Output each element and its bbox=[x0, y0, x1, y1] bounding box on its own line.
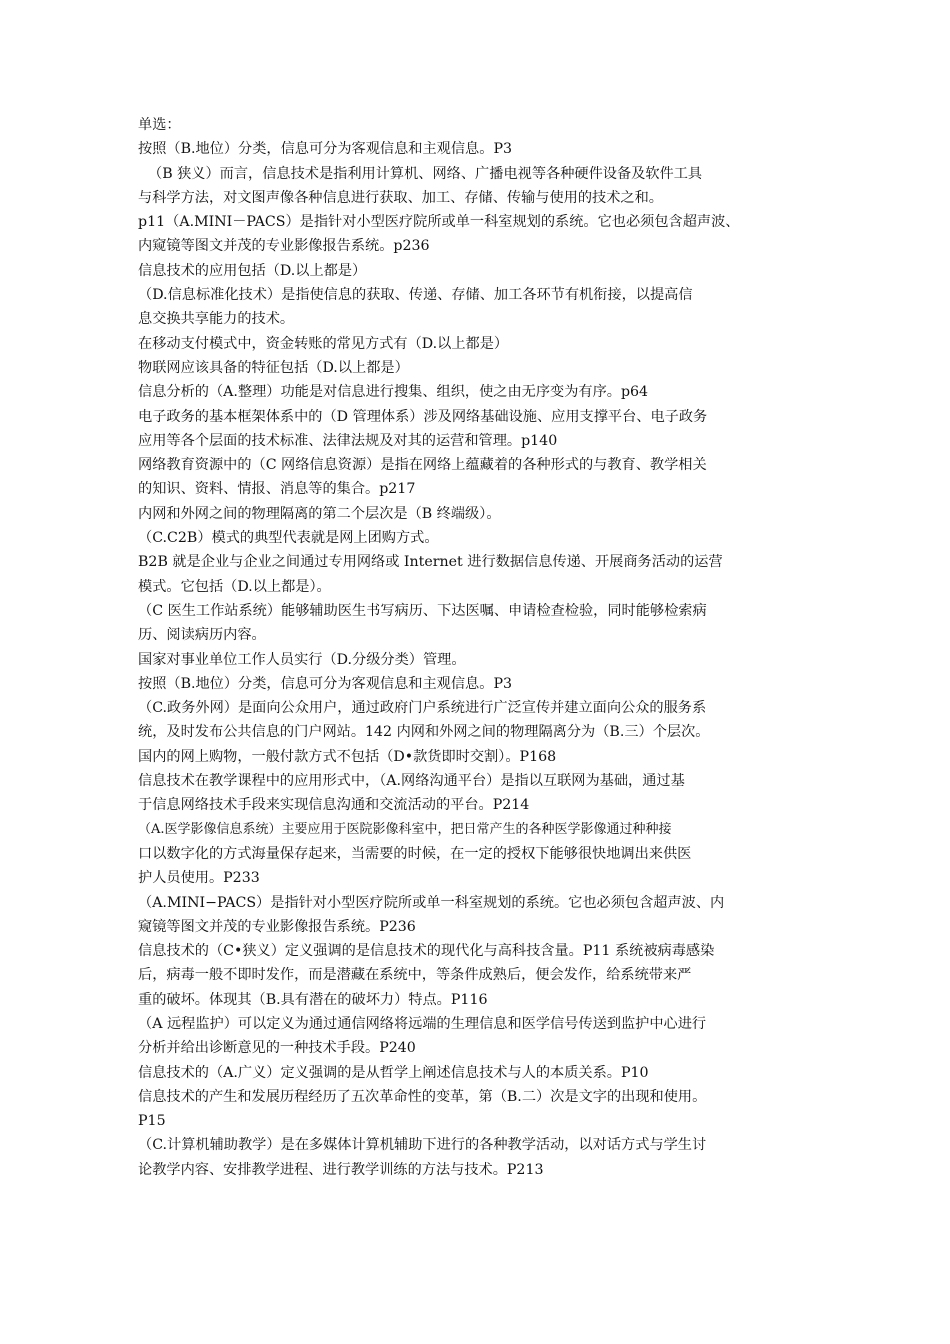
text-line: 国家对事业单位工作人员实行（D.分级分类）管理。 bbox=[138, 651, 466, 668]
text-line: 信息技术的应用包括（D.以上都是） bbox=[138, 262, 367, 279]
text-line: 物联网应该具备的特征包括（D.以上都是） bbox=[138, 359, 409, 376]
text-line: 模式。它包括（D.以上都是）。 bbox=[138, 578, 331, 595]
text-line: p11（A.MINI－PACS）是指针对小型医疗院所或单一科室规划的系统。它也必须包含超声波、 bbox=[138, 214, 740, 231]
text-line: 信息技术的（A.广义）定义强调的是从哲学上阐述信息技术与人的本质关系。P10 bbox=[138, 1064, 649, 1081]
text-line: 重的破坏。体现其（B.具有潜在的破坏力）特点。P116 bbox=[138, 991, 488, 1008]
text-line: 历、阅读病历内容。 bbox=[138, 627, 266, 644]
text-line: （B 狭义）而言，信息技术是指利用计算机、网络、广播电视等各种硬件设备及软件工具 bbox=[148, 165, 703, 182]
text-line: 按照（B.地位）分类，信息可分为客观信息和主观信息。P3 bbox=[138, 141, 513, 158]
text-line: （C.政务外网）是面向公众用户，通过政府门户系统进行广泛宣传并建立面向公众的服务系 bbox=[138, 700, 707, 717]
text-line: 信息技术在教学课程中的应用形式中，（A.网络沟通平台）是指以互联网为基础，通过基 bbox=[138, 773, 685, 790]
text-line: B2B 就是企业与企业之间通过专用网络或 Internet 进行数据信息传递、开展商务活动的运营 bbox=[138, 554, 723, 571]
text-line: 论教学内容、安排教学进程、进行教学训练的方法与技术。P213 bbox=[138, 1161, 544, 1178]
text-line: 按照（B.地位）分类，信息可分为客观信息和主观信息。P3 bbox=[138, 675, 513, 692]
text-line: 信息分析的（A.整理）功能是对信息进行搜集、组织，使之由无序变为有序。p64 bbox=[138, 384, 649, 401]
text-line: （C 医生工作站系统）能够辅助医生书写病历、下达医嘱、申请检查检验，同时能够检索病 bbox=[138, 602, 707, 619]
text-line: 后，病毒一般不即时发作，而是潜藏在系统中，等条件成熟后，便会发作，给系统带来严 bbox=[138, 967, 692, 984]
text-line: 窥镜等图文并茂的专业影像报告系统。P236 bbox=[138, 918, 416, 935]
text-line: 内网和外网之间的物理隔离的第二个层次是（B 终端级）。 bbox=[138, 505, 501, 522]
text-line: 护人员使用。P233 bbox=[138, 870, 260, 887]
text-line: 口以数字化的方式海量保存起来，当需要的时候，在一定的授权下能够很快地调出来供医 bbox=[138, 845, 692, 862]
document-body bbox=[138, 113, 828, 1182]
text-line: 息交换共享能力的技术。 bbox=[138, 311, 295, 328]
text-line: 分析并给出诊断意见的一种技术手段。P240 bbox=[138, 1040, 416, 1057]
text-line: （A 远程监护）可以定义为通过通信网络将远端的生理信息和医学信号传送到监护中心进行 bbox=[138, 1015, 707, 1032]
text-line: 国内的网上购物，一般付款方式不包括（D•款货即时交割）。P168 bbox=[138, 748, 557, 765]
text-line: 网络教育资源中的（C 网络信息资源）是指在网络上蕴藏着的各种形式的与教育、教学相关 bbox=[138, 457, 707, 474]
text-line: 电子政务的基本框架体系中的（D 管理体系）涉及网络基础设施、应用支撑平台、电子政务 bbox=[138, 408, 708, 425]
text-line: 内窥镜等图文并茂的专业影像报告系统。p236 bbox=[138, 238, 430, 255]
text-line: （D.信息标准化技术）是指使信息的获取、传递、存储、加工各环节有机衔接，以提高信 bbox=[138, 287, 693, 304]
text-line: 统，及时发布公共信息的门户网站。142 内网和外网之间的物理隔离分为（B.三）个层次。 bbox=[138, 724, 710, 741]
text-line: 单选： bbox=[138, 117, 181, 133]
text-line: 与科学方法，对文图声像各种信息进行获取、加工、存储、传输与使用的技术之和。 bbox=[138, 189, 663, 206]
text-line: 在移动支付模式中，资金转账的常见方式有（D.以上都是） bbox=[138, 335, 509, 352]
text-line: 于信息网络技术手段来实现信息沟通和交流活动的平台。P214 bbox=[138, 797, 530, 814]
text-line: 应用等各个层面的技术标准、法律法规及对其的运营和管理。p140 bbox=[138, 432, 558, 449]
text-line: P15 bbox=[138, 1113, 166, 1130]
text-line: （A.MINI−PACS）是指针对小型医疗院所或单一科室规划的系统。它也必须包含超声波、内 bbox=[138, 894, 725, 911]
text-line: （A.医学影像信息系统）主要应用于医院影像科室中，把日常产生的各种医学影像通过种种接 bbox=[138, 821, 672, 837]
text-line: 的知识、资料、情报、消息等的集合。p217 bbox=[138, 481, 416, 498]
text-line: （C.计算机辅助教学）是在多媒体计算机辅助下进行的各种教学活动，以对话方式与学生讨 bbox=[138, 1137, 707, 1154]
text-line: 信息技术的产生和发展历程经历了五次革命性的变革，第（B.二）次是文字的出现和使用。 bbox=[138, 1088, 707, 1105]
text-line: 信息技术的（C•狭义）定义强调的是信息技术的现代化与高科技含量。P11 系统被病毒感染 bbox=[138, 943, 715, 960]
text-line: （C.C2B）模式的典型代表就是网上团购方式。 bbox=[138, 530, 439, 547]
